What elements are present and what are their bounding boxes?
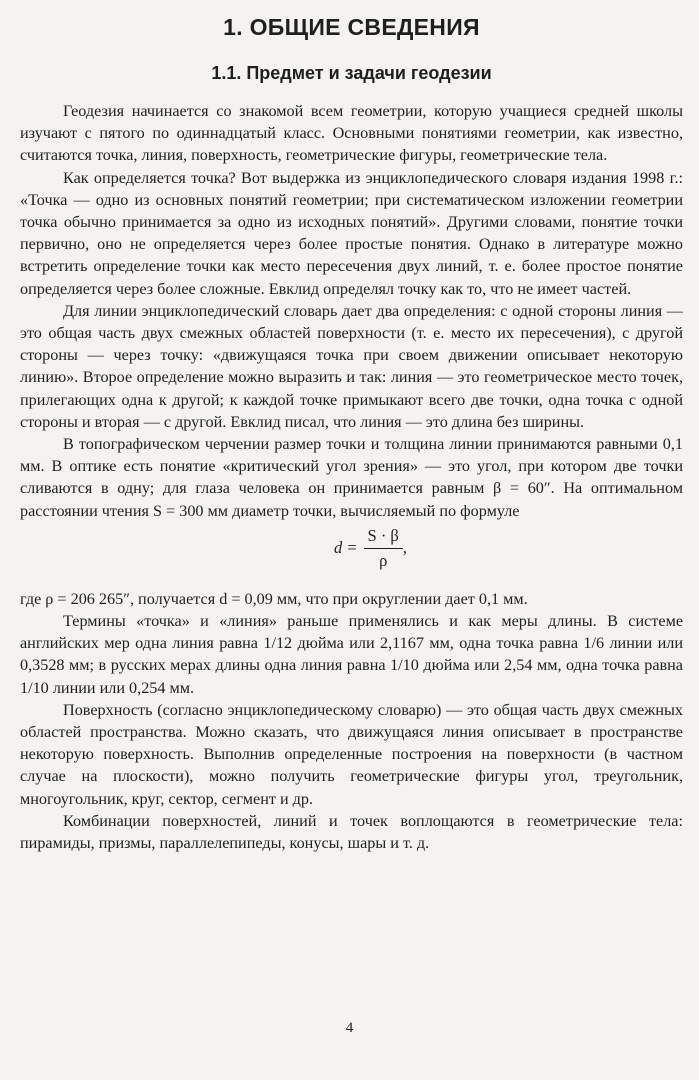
paragraph-geometric-bodies: Комбинации поверхностей, линий и точек воплощаются в геометрические тела: пирамиды, призмы, параллелепипеды, конусы, шары и т. д. [20, 811, 683, 853]
paragraph-line-definition: Для линии энциклопедический словарь дает два определения: с одной стороны линия — это общая часть двух смежных областей поверхности (т. е. место их пересечения), с другой стороны — через точку: «движущаяся точка при своем движении описывает некоторую линию». Второе определение можно выразить и так: линия — это геометрическое место точек, прилегающих одна к другой; к каждой точке примыкают всего две точки, одна точка с одной стороны и вторая — с другой. Евклид писал, что линия — это длина без ширины. [20, 301, 683, 431]
paragraph-rho-value: где ρ = 206 265″, получается d = 0,09 мм, что при округлении дает 0,1 мм. [20, 589, 528, 608]
paragraph-geometry-intro: Геодезия начинается со знакомой всем геометрии, которую учащиеся средней школы изучают с пятого по одиннадцатый класс. Основными понятиями геометрии, как известно, считаются точка, линия, поверхность, геометрические фигуры, геометрические тела. [20, 102, 683, 165]
paragraph-point-definition: Как определяется точка? Вот выдержка из энциклопедического словаря издания 1998 г.: «Точка — одно из основных понятий геометрии; при систематическом изложении геометрии точка обычно принимается за одно из исходных понятий». Другими словами, понятие точки первично, оно не определяется через более простые понятия. Однако в литературе можно встретить определение точки как место пересечения двух линий, т. е. более простое понятие определяется через более сложные. Евклид определял точку как то, что не имеет частей. [20, 168, 683, 298]
formula-point-diameter [20, 522, 683, 588]
formula-trail: , [402, 538, 407, 558]
formula-fraction [364, 526, 403, 571]
section-title: 1.1. Предмет и задачи геодезии [211, 63, 492, 83]
formula-denominator: ρ [379, 550, 388, 570]
paragraph-surface-definition: Поверхность (согласно энциклопедическому словарю) — это общая часть двух смежных областей пространства. Можно сказать, что движущаяся линия описывает в пространстве некоторую поверхность. Выполнив определенные построения на поверхности (в частном случае на плоскости), можно получить геометрические фигуры угол, треугольник, многоугольник, круг, сектор, сегмент и др. [20, 700, 683, 808]
chapter-title: 1. ОБЩИЕ СВЕДЕНИЯ [223, 14, 480, 40]
page-number: 4 [345, 1020, 354, 1036]
formula-numerator: S · β [364, 526, 403, 549]
formula-lhs: d = [334, 538, 358, 558]
paragraph-topographic-drawing: В топографическом черчении размер точки и толщина линии принимаются равными 0,1 мм. В оптике есть понятие «критический угол зрения» — это угол, при котором две точки сливаются в одну; для глаза человека он принимается равным β = 60″. На оптимальном расстоянии чтения S = 300 мм диаметр точки, вычисляемый по формуле [20, 435, 683, 520]
paragraph-length-measures: Термины «точка» и «линия» раньше применялись и как меры длины. В системе английских мер одна линия равна 1/12 дюйма или 2,1167 мм, одна точка равна 1/6 линии или 0,3528 мм; в русских мерах длины одна линия равна 1/10 дюйма или 2,54 мм, одна точка равна 1/10 линии или 0,254 мм. [20, 612, 683, 697]
